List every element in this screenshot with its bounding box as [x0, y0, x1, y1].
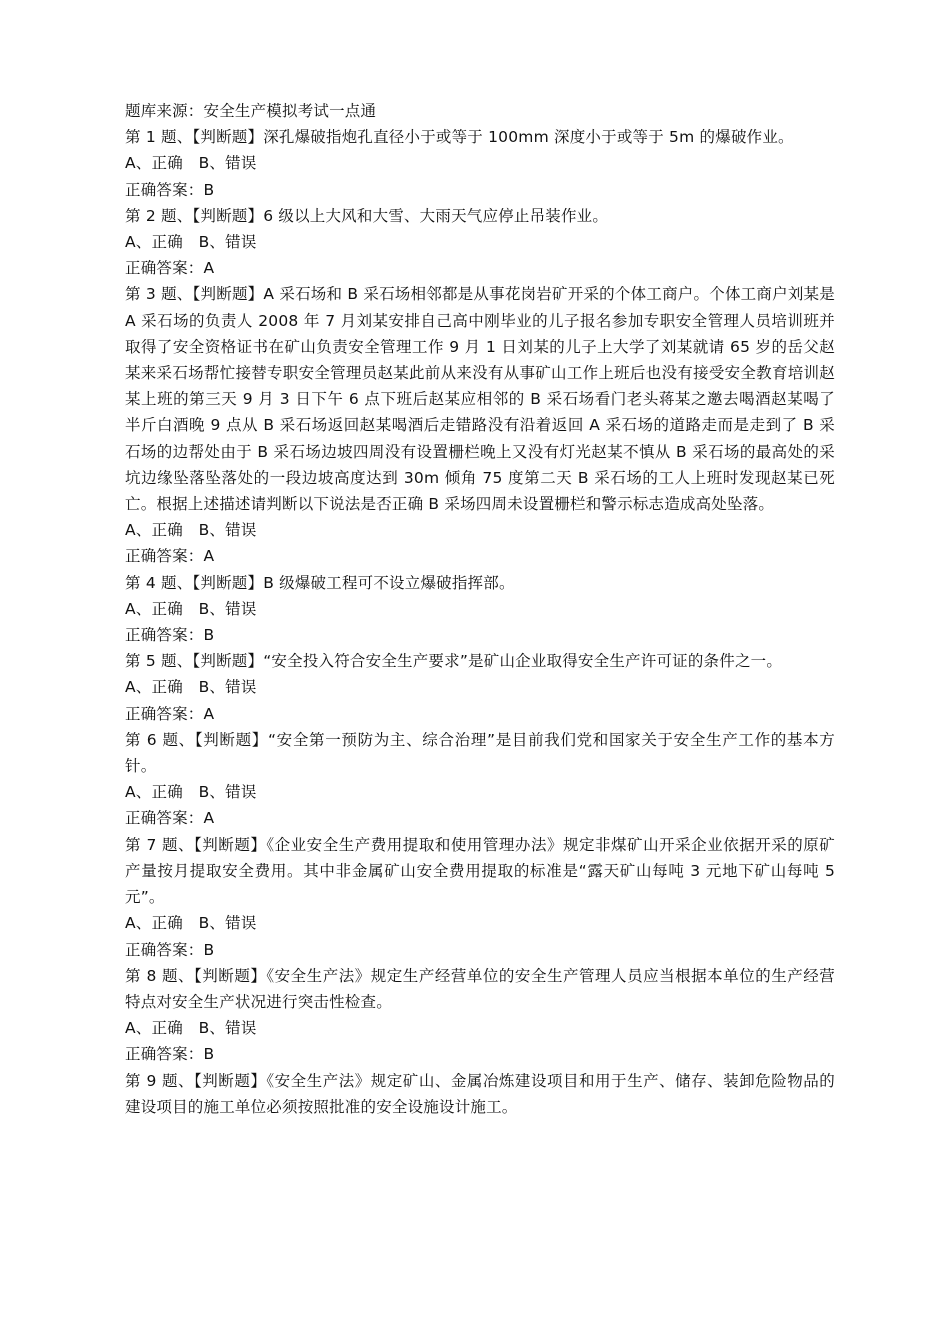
question-8-type: 【判断题】 [194, 966, 267, 985]
question-6-options: A、正确 B、错误 [125, 783, 257, 802]
question-7-number: 第 7 题、 [125, 835, 195, 854]
question-3-options: A、正确 B、错误 [125, 521, 257, 540]
question-2-number: 第 2 题、 [125, 206, 193, 225]
question-5-options: A、正确 B、错误 [125, 678, 257, 697]
question-6 [125, 727, 835, 779]
question-4-number: 第 4 题、 [125, 573, 193, 592]
question-5 [125, 648, 835, 674]
question-4-text: B 级爆破工程可不设立爆破指挥部。 [263, 573, 515, 592]
question-3-number: 第 3 题、 [125, 285, 193, 304]
question-7-answer: 正确答案：B [125, 940, 215, 959]
question-5-type: 【判断题】 [192, 652, 264, 671]
question-6-number: 第 6 题、 [125, 730, 195, 749]
question-7-text: 《企业安全生产费用提取和使用管理办法》规定非煤矿山开采企业依据开采的原矿产量按月提取安全费用。其中非金属矿山安全费用提取的标准是“露天矿山每吨 3 元地下矿山每吨 5 元”。 [125, 835, 835, 907]
question-4-options: A、正确 B、错误 [125, 599, 257, 618]
question-2-text: 6 级以上大风和大雪、大雨天气应停止吊装作业。 [263, 206, 609, 225]
question-8-options: A、正确 B、错误 [125, 1019, 257, 1038]
question-5-number: 第 5 题、 [125, 652, 193, 671]
question-1-text: 深孔爆破指炮孔直径小于或等于 100mm 深度小于或等于 5m 的爆破作业。 [263, 128, 794, 147]
question-4-answer: 正确答案：B [125, 626, 215, 645]
question-1-type: 【判断题】 [192, 128, 264, 147]
question-9-number: 第 9 题、 [125, 1071, 195, 1090]
question-6-answer: 正确答案：A [125, 809, 215, 828]
question-4 [125, 570, 835, 596]
question-2-options: A、正确 B、错误 [125, 233, 257, 252]
question-8-answer: 正确答案：B [125, 1045, 215, 1064]
question-2-type: 【判断题】 [192, 206, 264, 225]
question-2-answer: 正确答案：A [125, 259, 215, 278]
question-6-type: 【判断题】 [194, 730, 268, 749]
question-5-text: “安全投入符合安全生产要求”是矿山企业取得安全生产许可证的条件之一。 [263, 652, 783, 671]
question-1 [125, 124, 835, 150]
question-8-text: 《安全生产法》规定生产经营单位的安全生产管理人员应当根据本单位的生产经营特点对安全生产状况进行突击性检查。 [125, 966, 835, 1011]
question-1-options: A、正确 B、错误 [125, 154, 257, 173]
question-1-answer: 正确答案：B [125, 180, 215, 199]
question-3-answer: 正确答案：A [125, 547, 215, 566]
question-7 [125, 832, 835, 911]
question-5-answer: 正确答案：A [125, 704, 215, 723]
document-page [125, 98, 835, 1120]
question-6-text: “安全第一预防为主、综合治理”是目前我们党和国家关于安全生产工作的基本方针。 [125, 730, 835, 776]
question-3-text: A 采石场和 B 采石场相邻都是从事花岗岩矿开采的个体工商户。个体工商户刘某是 A 采石场的负责人 2008 年 7 月刘某安排自己高中刚毕业的儿子报名参加专职安全管理人员培训班并取得了安全资格证书在矿山负责安全管理工作 9 月 1 日刘某的儿子上大学了刘某就请 65 岁的岳父赵某来采石场帮忙接替专职安全管理员赵某此前从来没有从事矿山工作上班后也没有接受安全教育培训赵某上班的第三天 9 月 3 日下午 6 点下班后赵某应相邻的 B 采石场看门老头蒋某之邀去喝酒赵某喝了半斤白酒晚 9 点从 B 采石场返回赵某喝酒后走错路没有沿着返回 A 采石场的道路走而是走到了 B 采石场的边帮处由于 B 采石场边坡四周没有设置栅栏晚上又没有灯光赵某不慎从 B 采石场的最高处的采坑边缘坠落坠落处的一段边坡高度达到 30m 倾角 75 度第二天 B 采石场的工人上班时发现赵某已死亡。根据上述描述请判断以下说法是否正确 B 采场四周未设置栅栏和警示标志造成高处坠落。 [125, 285, 836, 514]
question-9-type: 【判断题】 [194, 1071, 267, 1090]
question-8 [125, 963, 835, 1015]
question-9-text: 《安全生产法》规定矿山、金属冶炼建设项目和用于生产、储存、装卸危险物品的建设项目的施工单位必须按照批准的安全设施设计施工。 [125, 1071, 835, 1116]
question-2 [125, 203, 835, 229]
question-7-options: A、正确 B、错误 [125, 914, 257, 933]
question-3-type: 【判断题】 [192, 285, 264, 304]
question-8-number: 第 8 题、 [125, 966, 195, 985]
question-7-type: 【判断题】 [194, 835, 267, 854]
question-3 [125, 281, 835, 517]
question-4-type: 【判断题】 [192, 573, 264, 592]
question-9 [125, 1068, 835, 1120]
question-1-number: 第 1 题、 [125, 128, 193, 147]
question-bank-source: 题库来源：安全生产模拟考试一点通 [125, 102, 377, 120]
